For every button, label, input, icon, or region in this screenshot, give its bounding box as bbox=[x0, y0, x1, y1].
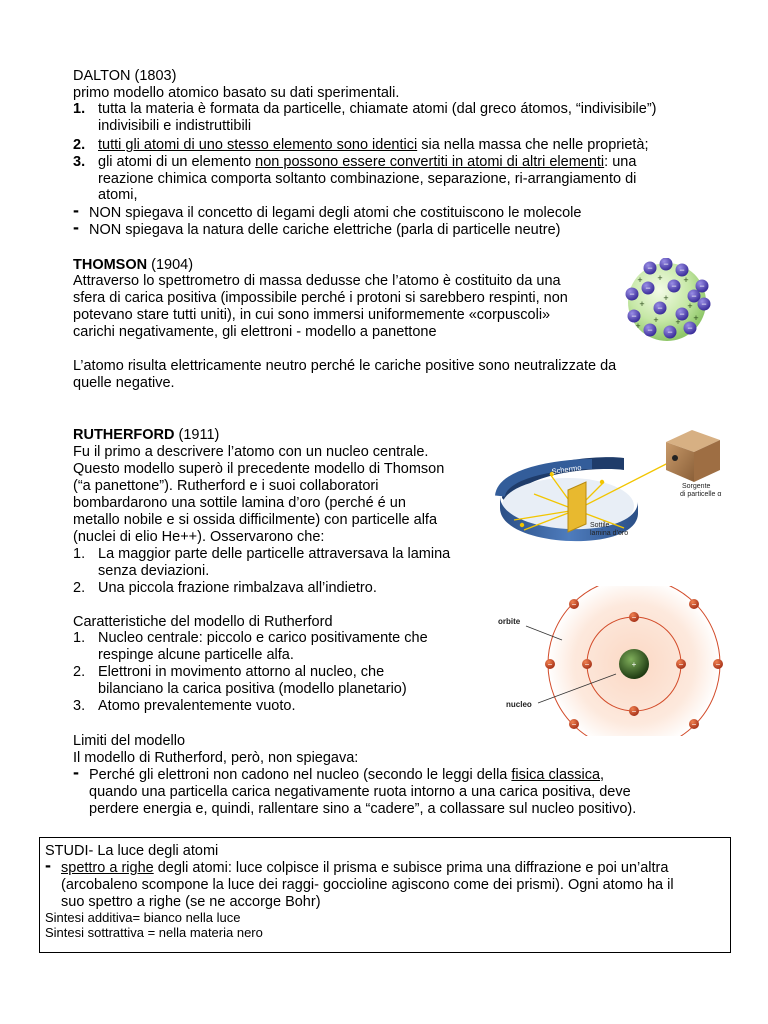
bullet-dash-icon: - bbox=[73, 200, 79, 220]
label-source-1: Sorgente bbox=[682, 483, 711, 490]
electron-minus-sign: − bbox=[678, 660, 684, 669]
electron-minus-sign: − bbox=[547, 660, 553, 669]
electron-minus-sign: − bbox=[571, 720, 577, 729]
thomson-neutral-line-1: L’atomo risulta elettricamente neutro perché le cariche positive sono neutralizzate da bbox=[73, 358, 617, 374]
gold-foil bbox=[568, 482, 586, 532]
thomson-line-3: potevano stare tutti uniti), in cui sono immersi uniformemente «corpuscoli» bbox=[73, 307, 551, 323]
rutherford-line-2: Questo modello superò il precedente modello di Thomson bbox=[73, 461, 445, 477]
limit-line-2: quando una particella carica negativamente ruota intorno a una carica positiva, deve bbox=[89, 784, 631, 800]
characteristic-2-line-2: bilanciano la carica positiva (modello planetario) bbox=[98, 681, 407, 697]
thomson-heading bbox=[73, 257, 193, 274]
dalton-point-3-underlined: non possono essere convertiti in atomi di altri elementi bbox=[255, 154, 605, 170]
limit-line-3: perdere energia e, quindi, rallentare sino a “cadere”, a collassare sul nucleo positivo). bbox=[89, 801, 637, 817]
studi-line-2: (arcobaleno scompone la luce dei raggi- goccioline agiscono come dei prismi). Ogni atomo ha il bbox=[61, 877, 674, 893]
electron-minus-sign: − bbox=[691, 600, 697, 609]
studi-line-1-rest: degli atomi: luce colpisce il prisma e subisce prima una diffrazione e poi un’altra bbox=[153, 860, 669, 876]
label-foil-2: lamina d’oro bbox=[590, 530, 629, 537]
characteristics-title: Caratteristiche del modello di Rutherford bbox=[73, 614, 333, 630]
rutherford-line-4: bombardarono una sottile lamina d’oro (perché é un bbox=[73, 495, 406, 511]
electron-minus-sign: − bbox=[631, 613, 637, 622]
dalton-point-2 bbox=[98, 137, 649, 154]
plus-sign: + bbox=[657, 273, 663, 283]
dalton-point-3-pre: gli atomi di un elemento bbox=[98, 154, 256, 170]
studi-subtractive: Sintesi sottrattiva = nella materia nero bbox=[45, 925, 263, 940]
rutherford-year: (1911) bbox=[174, 427, 220, 443]
observation-1-number: 1. bbox=[73, 546, 86, 562]
rutherford-experiment-figure bbox=[494, 424, 734, 556]
limit-pre: Perché gli elettroni non cadono nel nucleo (secondo le leggi della bbox=[89, 767, 512, 783]
electron-minus-sign: − bbox=[691, 720, 697, 729]
label-nucleus: nucleo bbox=[506, 700, 532, 709]
minus-sign: − bbox=[647, 325, 653, 335]
dalton-point-3-number: 3. bbox=[73, 154, 86, 170]
plus-sign: + bbox=[687, 301, 693, 311]
dalton-point-2-underlined: tutti gli atomi di uno stesso elemento sono identici bbox=[98, 137, 418, 153]
plus-sign: + bbox=[653, 315, 659, 325]
minus-sign: − bbox=[671, 281, 677, 291]
studi-line-1 bbox=[61, 860, 668, 877]
dalton-intro: primo modello atomico basato su dati sperimentali. bbox=[73, 85, 400, 101]
observation-1-line-1: La maggior parte delle particelle attraversava la lamina bbox=[98, 546, 451, 562]
rutherford-line-6: (nuclei di elio He++). Osservarono che: bbox=[73, 529, 325, 545]
rutherford-line-1: Fu il primo a descrivere l’atomo con un nucleo centrale. bbox=[73, 444, 429, 460]
characteristic-2-line-1: Elettroni in movimento attorno al nucleo, che bbox=[98, 664, 385, 680]
electron-minus-sign: − bbox=[584, 660, 590, 669]
fisica-classica-link[interactable]: fisica classica bbox=[511, 767, 601, 783]
electron-minus-sign: − bbox=[571, 600, 577, 609]
thomson-line-2: sfera di carica positiva (impossibile perché i protoni si sarebbero respinti, non bbox=[73, 290, 568, 306]
minus-sign: − bbox=[631, 311, 637, 321]
electron-minus-sign: − bbox=[715, 660, 721, 669]
rutherford-line-3: (“a panettone”). Rutherford e i suoi collaboratori bbox=[73, 478, 379, 494]
dalton-point-2-rest: sia nella massa che nelle proprietà; bbox=[417, 137, 649, 153]
limit-line-1 bbox=[89, 767, 604, 784]
observation-2-line-1: Una piccola frazione rimbalzava all’indietro. bbox=[98, 580, 377, 596]
bullet-dash-icon: - bbox=[73, 762, 79, 782]
thomson-line-1: Attraverso lo spettrometro di massa dedusse che l’atomo è costituito da una bbox=[73, 273, 561, 289]
minus-sign: − bbox=[701, 299, 707, 309]
rutherford-heading bbox=[73, 427, 219, 444]
thomson-atom-figure bbox=[620, 258, 716, 346]
dalton-point-3-line-2: reazione chimica comporta soltanto combinazione, separazione, ri-arrangiamento di bbox=[98, 171, 637, 187]
plus-sign: + bbox=[663, 293, 669, 303]
plus-sign: + bbox=[675, 317, 681, 327]
studi-line-3: suo spettro a righe (se ne accorge Bohr) bbox=[61, 894, 321, 910]
label-source-2: di particelle α bbox=[680, 491, 722, 498]
minus-sign: − bbox=[629, 289, 635, 299]
dalton-point-1-line-1: tutta la materia è formata da particelle, chiamate atomi (dal greco átomos, “indivisibile”) bbox=[98, 101, 657, 117]
plus-sign: + bbox=[683, 275, 689, 285]
dalton-limit-2: NON spiegava la natura delle cariche elettriche (parla di particelle neutre) bbox=[89, 222, 561, 238]
limit-post: , bbox=[600, 767, 605, 783]
minus-sign: − bbox=[691, 291, 697, 301]
dalton-point-1-line-2: indivisibili e indistruttibili bbox=[98, 118, 252, 134]
dalton-point-1-number: 1. bbox=[73, 101, 86, 117]
plus-sign: + bbox=[639, 299, 645, 309]
thomson-year: (1904) bbox=[147, 257, 194, 273]
label-orbits: orbite bbox=[498, 617, 521, 626]
dalton-point-3-line-1 bbox=[98, 154, 636, 171]
bullet-dash-icon: - bbox=[45, 855, 51, 875]
rutherford-name: RUTHERFORD bbox=[73, 427, 175, 443]
observation-2-number: 2. bbox=[73, 580, 86, 596]
label-foil-1: Sottile bbox=[590, 522, 610, 529]
rutherford-orbit-figure bbox=[494, 586, 734, 736]
characteristic-3-number: 3. bbox=[73, 698, 86, 714]
limits-title: Limiti del modello bbox=[73, 733, 186, 749]
label-screen: Schermo bbox=[551, 462, 583, 476]
minus-sign: − bbox=[647, 263, 653, 273]
bullet-dash-icon: - bbox=[73, 217, 79, 237]
observation-1-line-2: senza deviazioni. bbox=[98, 563, 210, 579]
minus-sign: − bbox=[687, 323, 693, 333]
minus-sign: − bbox=[699, 281, 705, 291]
minus-sign: − bbox=[645, 283, 651, 293]
plus-sign: + bbox=[693, 313, 699, 323]
characteristic-1-number: 1. bbox=[73, 630, 86, 646]
rutherford-line-5: metallo nobile e si ossida difficilmente) con particelle alfa bbox=[73, 512, 438, 528]
nucleus-plus: + bbox=[631, 660, 637, 669]
spettro-a-righe-link[interactable]: spettro a righe bbox=[61, 860, 154, 876]
limits-intro: Il modello di Rutherford, però, non spiegava: bbox=[73, 750, 359, 766]
plus-sign: + bbox=[637, 275, 643, 285]
characteristic-1-line-1: Nucleo centrale: piccolo e carico positivamente che bbox=[98, 630, 428, 646]
minus-sign: − bbox=[657, 303, 663, 313]
minus-sign: − bbox=[667, 327, 673, 337]
characteristic-1-line-2: respinge alcune particelle alfa. bbox=[98, 647, 294, 663]
thomson-line-4: carichi negativamente, gli elettroni - modello a panettone bbox=[73, 324, 437, 340]
electron-minus-sign: − bbox=[631, 707, 637, 716]
dalton-point-2-number: 2. bbox=[73, 137, 86, 153]
thomson-name: THOMSON bbox=[73, 257, 148, 273]
characteristic-2-number: 2. bbox=[73, 664, 86, 680]
dalton-point-3-post: : una bbox=[604, 154, 637, 170]
minus-sign: − bbox=[679, 265, 685, 275]
dalton-point-3-line-3: atomi, bbox=[98, 187, 138, 203]
minus-sign: − bbox=[679, 309, 685, 319]
thomson-neutral-line-2: quelle negative. bbox=[73, 375, 175, 391]
studi-additive: Sintesi additiva= bianco nella luce bbox=[45, 910, 241, 925]
plus-sign: + bbox=[635, 321, 641, 331]
studi-title: STUDI- La luce degli atomi bbox=[45, 843, 219, 859]
dalton-title: DALTON (1803) bbox=[73, 68, 177, 84]
characteristic-3-line-1: Atomo prevalentemente vuoto. bbox=[98, 698, 296, 714]
minus-sign: − bbox=[663, 259, 669, 269]
source-aperture bbox=[672, 455, 678, 461]
dalton-limit-1: NON spiegava il concetto di legami degli atomi che costituiscono le molecole bbox=[89, 205, 582, 221]
